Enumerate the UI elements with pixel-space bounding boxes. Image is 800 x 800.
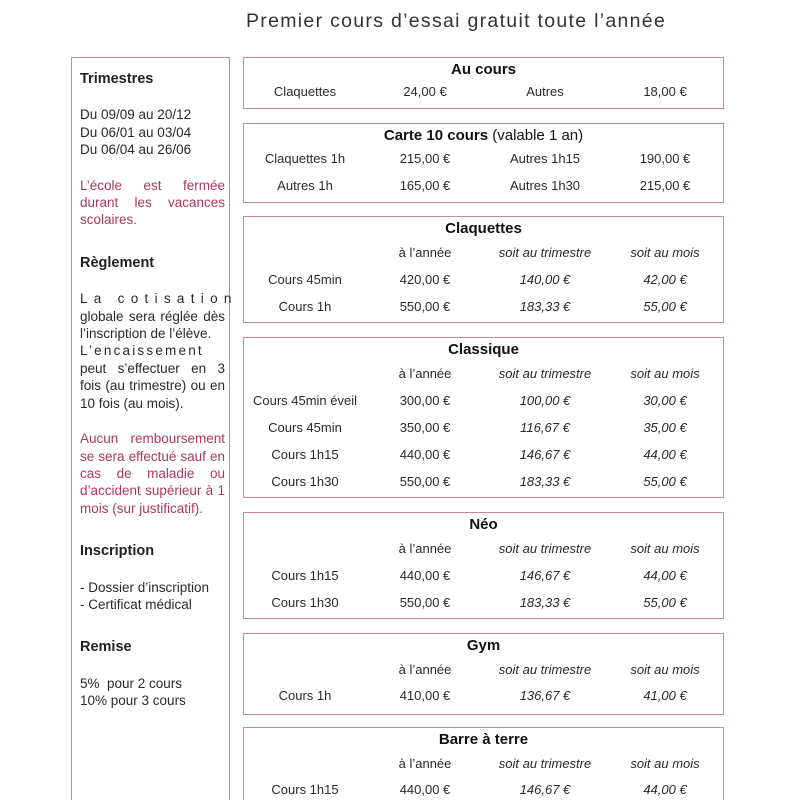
price-term: 116,67 € [520,420,570,435]
price-month: 30,00 € [643,393,687,408]
price-month: 55,00 € [643,595,687,610]
price-term: 183,33 € [519,474,571,489]
neo-box [243,512,724,619]
reglement-text: globale sera réglée dès l’inscription de l’élève. [80,308,225,342]
trimestres-heading: Trimestres [80,71,154,87]
inscription-item: - Certificat médical [80,596,192,612]
price-year: 440,00 € [399,447,451,462]
remise-heading: Remise [80,639,132,656]
course-label: Cours 1h15 [271,447,339,462]
price-label: Claquettes 1h [264,151,346,166]
course-label: Cours 1h30 [271,595,339,610]
carte-title [244,127,723,144]
price-month: 42,00 € [643,272,687,287]
price-term: 146,67 € [519,568,571,583]
trimestre-date: Du 06/01 au 03/04 [80,124,192,140]
classique-box [243,337,724,498]
price-month: 44,00 € [643,447,687,462]
remise-item: 10% pour 3 cours [80,693,186,709]
reglement-text-line: L’encaissement [80,343,204,359]
price-year: 420,00 € [399,272,451,287]
price-value: 18,00 € [643,84,687,99]
col-header: soit au mois [630,366,700,381]
au-cours-box [243,57,724,109]
price-label: Claquettes [273,84,337,99]
price-value: 215,00 € [639,178,691,193]
col-header: soit au mois [630,541,700,556]
price-month: 35,00 € [643,420,687,435]
section-title: Classique [448,341,519,358]
col-header: soit au trimestre [498,662,592,677]
page-headline: Premier cours d’essai gratuit toute l’année [246,10,667,32]
col-header: soit au mois [630,245,700,260]
info-sidebar [71,57,238,800]
col-header: soit au trimestre [498,245,592,260]
closure-notice: L’école est fermée durant les vacances scolaires. [80,177,225,228]
course-label: Cours 45min éveil [252,393,358,408]
reglement-text: peut s’effectuer en 3 fois (au trimestre) ou en 10 fois (au mois). [80,360,225,411]
carte-title-main: Carte 10 cours [383,127,489,144]
price-month: 55,00 € [643,299,687,314]
price-term: 146,67 € [519,447,571,462]
refund-notice: Aucun remboursement se sera effectué sauf en cas de maladie ou d’accident supérieur à 1 mois (sur justificatif). [80,431,225,516]
course-label: Cours 45min [268,420,342,435]
remise-item: 5% pour 2 cours [80,675,183,691]
section-title: Gym [466,637,501,654]
carte-box [243,123,724,203]
col-header: à l’année [398,541,452,556]
reglement-text-line: La cotisation [80,291,238,307]
inscription-item: - Dossier d’inscription [80,579,210,595]
course-label: Cours 1h [278,299,332,314]
course-label: Cours 1h15 [271,568,339,583]
col-header: soit au trimestre [498,541,592,556]
barre-a-terre-box [243,727,724,800]
price-month: 55,00 € [643,474,687,489]
course-label: Cours 1h15 [271,782,339,797]
inscription-heading: Inscription [80,543,155,560]
price-label: Autres 1h30 [509,178,581,193]
price-label: Autres [526,84,564,99]
col-header: soit au trimestre [498,366,592,381]
col-header: à l’année [398,245,452,260]
price-year: 410,00 € [399,688,451,703]
price-month: 44,00 € [643,782,687,797]
course-label: Cours 1h30 [271,474,339,489]
gym-box [243,633,724,715]
price-term: 146,67 € [519,782,571,797]
au-cours-title: Au cours [450,61,516,78]
carte-title-sub: (valable 1 an) [492,127,584,144]
price-year: 550,00 € [399,474,451,489]
trimestre-date: Du 09/09 au 20/12 [80,107,192,123]
price-label: Autres 1h15 [509,151,581,166]
price-term: 100,00 € [519,393,571,408]
price-year: 300,00 € [399,393,451,408]
col-header: à l’année [398,756,452,771]
course-label: Cours 45min [268,272,342,287]
price-year: 550,00 € [399,299,451,314]
col-header: à l’année [398,366,452,381]
price-year: 550,00 € [399,595,451,610]
col-header: soit au trimestre [498,756,592,771]
price-value: 165,00 € [399,178,451,193]
col-header: soit au mois [630,756,700,771]
trimestre-date: Du 06/04 au 26/06 [80,142,192,158]
course-label: Cours 1h [278,688,332,703]
price-year: 350,00 € [399,420,451,435]
price-value: 24,00 € [403,84,447,99]
col-header: à l’année [398,662,452,677]
reglement-heading: Règlement [80,254,155,271]
price-term: 183,33 € [519,299,571,314]
price-term: 136,67 € [519,688,571,703]
claquettes-box [243,216,724,323]
price-value: 190,00 € [639,151,691,166]
price-term: 183,33 € [519,595,571,610]
price-year: 440,00 € [399,782,451,797]
section-title: Néo [469,516,498,533]
col-header: soit au mois [630,662,700,677]
price-label: Autres 1h [277,178,333,193]
price-month: 41,00 € [643,688,687,703]
section-title: Claquettes [445,220,522,237]
price-value: 215,00 € [399,151,451,166]
price-month: 44,00 € [643,568,687,583]
price-year: 440,00 € [399,568,451,583]
section-title: Barre à terre [438,731,529,748]
price-term: 140,00 € [519,272,571,287]
